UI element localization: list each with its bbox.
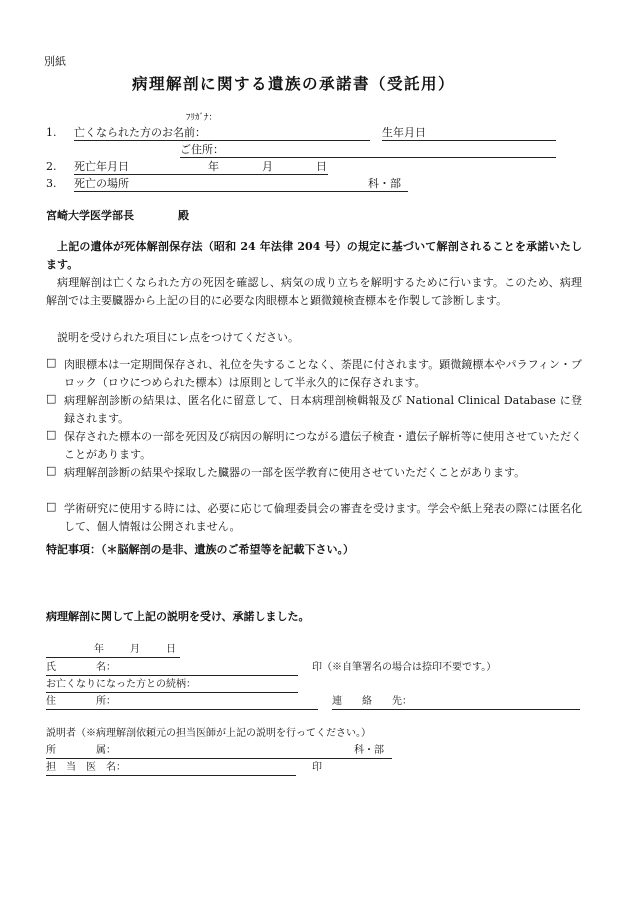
address-label: ご住所： (180, 143, 224, 156)
contact-label: 連 絡 先： (332, 696, 412, 707)
signer-address-field[interactable] (46, 709, 318, 710)
acceptance-day-unit: 日 (166, 644, 176, 655)
addressee-honorific: 殿 (178, 209, 189, 222)
addressee-name: 宮崎大学医学部長 (46, 209, 134, 222)
purpose-paragraph: 病理解剖は亡くなられた方の死因を確認し、病気の成り立ちを解明するために行います。このため、病理解剖では主要臓器から上記の目的に必要な肉眼標本と顕微鏡検査標本を作製して診断します。 (46, 276, 582, 308)
signer-name-label: 氏 名： (46, 662, 116, 673)
checklist-item-4: 病理解剖診断の結果や採取した臓器の一部を医学教育に使用させていただくことがあります。 (64, 466, 526, 479)
signer-address-label: 住 所： (46, 696, 116, 707)
page-title: 病理解剖に関する遺族の承諾書（受託用） (132, 74, 456, 93)
checkbox-1[interactable]: □ (46, 356, 57, 369)
checklist-item-5: 学術研究に使用する時には、必要に応じて倫理委員会の審査を受けます。学会や紙上発表の際には匿名化して、個人情報は公開されません。 (64, 502, 582, 534)
death-year-unit: 年 (208, 160, 219, 173)
consent-statement: 上記の遺体が死体解剖保存法（昭和 24 年法律 204 号）の規定に基づいて解剖されることを承諾いたします。 (46, 240, 582, 272)
affiliation-label: 所 属： (46, 745, 116, 756)
checkbox-3[interactable]: □ (46, 428, 57, 441)
acceptance-date-field[interactable] (46, 657, 180, 658)
birthdate-label: 生年月日 (382, 126, 426, 139)
affiliation-field[interactable] (46, 758, 392, 759)
item-1-number: 1. (46, 126, 57, 139)
relationship-field[interactable] (46, 692, 298, 693)
death-place-field[interactable] (74, 191, 408, 192)
checklist-item-2: 病理解剖診断の結果は、匿名化に留意して、日本病理剖検輯報及び National Clinical Database に登録されます。 (64, 394, 582, 426)
checkbox-2[interactable]: □ (46, 392, 57, 405)
instruction-text: 説明を受けられた項目にレ点をつけてください。 (57, 331, 299, 344)
acceptance-month-unit: 月 (130, 644, 140, 655)
death-date-label: 死亡年月日 (74, 160, 129, 173)
deceased-name-field[interactable] (74, 140, 370, 141)
remarks-label: 特記事項：（＊脳解剖の是非、遺族のご希望等を記載下さい。） (46, 543, 354, 556)
acceptance-statement: 病理解剖に関して上記の説明を受け、承諾しました。 (46, 610, 310, 623)
signer-name-field[interactable] (46, 675, 298, 676)
checklist-item-1: 肉眼標本は一定期間保存され、礼位を失することなく、荼毘に付されます。顕微鏡標本やパラフィン・ブロック（ロウにつめられた標本）は原則として半永久的に保存されます。 (64, 358, 582, 390)
relationship-label: お亡くなりになった方との続柄： (46, 679, 196, 690)
seal-note: 印（※自筆署名の場合は捺印不要です。） (312, 662, 497, 673)
death-place-dept-suffix: 科・部 (368, 177, 401, 190)
acceptance-year-unit: 年 (94, 644, 104, 655)
furigana-label: ﾌﾘｶﾞﾅ： (186, 113, 218, 123)
checkbox-4[interactable]: □ (46, 464, 57, 477)
doctor-name-field[interactable] (46, 775, 296, 776)
checkbox-5[interactable]: □ (46, 500, 57, 513)
doctor-seal: 印 (312, 762, 322, 773)
attachment-label: 別紙 (44, 55, 66, 68)
explainer-heading: 説明者（※病理解剖依頼元の担当医師が上記の説明を行ってください。） (46, 728, 371, 739)
doctor-name-label: 担 当 医 名： (46, 762, 126, 773)
item-2-number: 2. (46, 160, 57, 173)
birthdate-field[interactable] (382, 140, 556, 141)
affiliation-dept-suffix: 科・部 (354, 745, 384, 756)
address-field[interactable] (180, 157, 556, 158)
item-3-number: 3. (46, 177, 57, 190)
contact-field[interactable] (332, 709, 580, 710)
death-date-field[interactable] (74, 174, 328, 175)
death-month-unit: 月 (262, 160, 273, 173)
death-place-label: 死亡の場所 (74, 177, 129, 190)
death-day-unit: 日 (316, 160, 327, 173)
checklist-item-3: 保存された標本の一部を死因及び病因の解明につながる遺伝子検査・遺伝子解析等に使用させていただくことがあります。 (64, 430, 582, 462)
deceased-name-label: 亡くなられた方のお名前： (74, 126, 206, 139)
